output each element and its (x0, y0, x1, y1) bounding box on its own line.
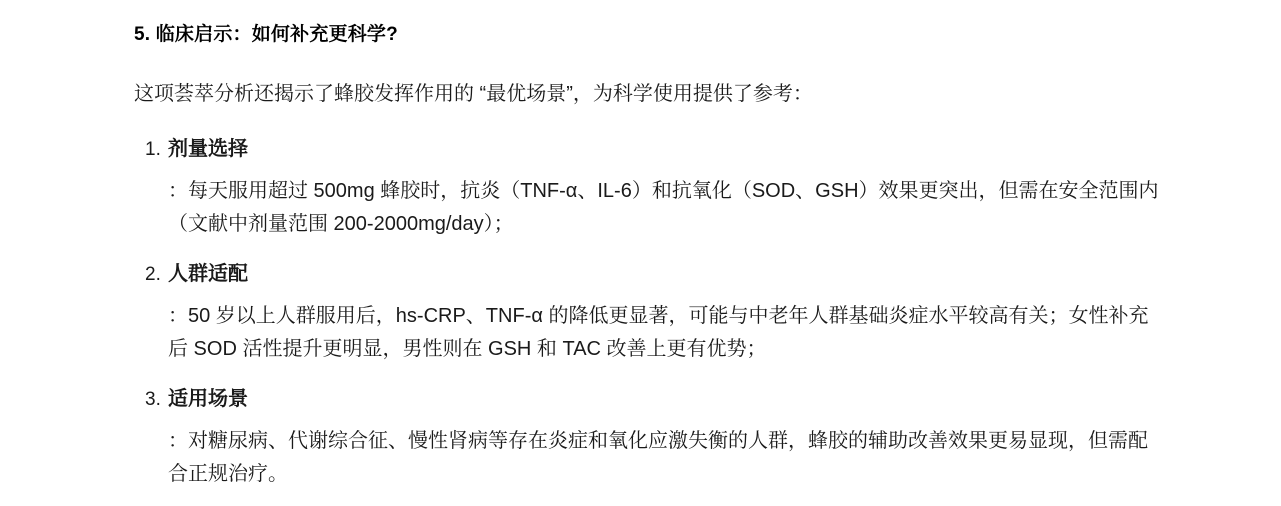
list-item-title: 剂量选择 (168, 138, 248, 160)
intro-paragraph: 这项荟萃分析还揭示了蜂胶发挥作用的 “最优场景”，为科学使用提供了参考： (134, 83, 813, 105)
list-item-title: 人群适配 (168, 263, 248, 285)
list-item-body: ：对糖尿病、代谢综合征、慢性肾病等存在炎症和氧化应激失衡的人群，蜂胶的辅助改善效果更易显现，但需配合正规治疗。 (168, 430, 1148, 485)
list-item-scenario (134, 383, 1180, 491)
insight-list (134, 133, 1180, 491)
list-item-content (168, 133, 1160, 241)
list-item-number: 1. (145, 139, 161, 160)
list-item-number: 3. (145, 389, 161, 410)
list-item-content (168, 383, 1160, 491)
list-item-content (168, 258, 1160, 366)
list-item-body: ：50 岁以上人群服用后，hs-CRP、TNF-α 的降低更显著，可能与中老年人群基础炎症水平较高有关；女性补充后 SOD 活性提升更明显，男性则在 GSH 和 TAC 改善上更有优势； (168, 305, 1149, 360)
list-item-title: 适用场景 (168, 388, 248, 410)
list-item-population (134, 258, 1180, 366)
list-item-body: ：每天服用超过 500mg 蜂胶时，抗炎（TNF-α、IL-6）和抗氧化（SOD、GSH）效果更突出，但需在安全范围内（文献中剂量范围 200-2000mg/day）； (168, 180, 1159, 235)
section-heading: 5. 临床启示：如何补充更科学? (134, 24, 398, 45)
list-item-number: 2. (145, 264, 161, 285)
list-item-dosage (134, 133, 1180, 241)
